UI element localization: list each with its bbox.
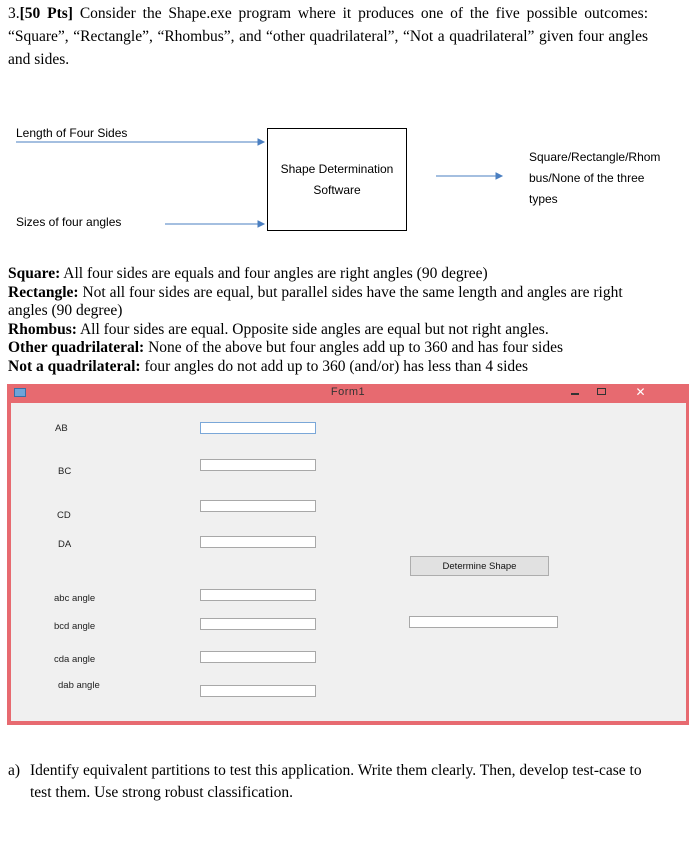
output-line1: Square/Rectangle/Rhom	[529, 150, 661, 164]
task-marker: a)	[8, 762, 21, 779]
definition-square: Square: All four sides are equals and four angles are right angles (90 degree)	[8, 265, 488, 282]
software-box-line2: Software	[313, 182, 361, 197]
task-question	[8, 760, 648, 804]
close-icon[interactable]: ✕	[617, 384, 664, 401]
input-cda-angle[interactable]	[200, 651, 316, 663]
label-bcd-angle: bcd angle	[54, 621, 96, 632]
input-bcd-angle[interactable]	[200, 618, 316, 630]
determine-shape-button[interactable]: Determine Shape	[410, 556, 549, 576]
label-cd: CD	[57, 510, 71, 521]
result-output[interactable]	[409, 616, 558, 628]
definition-other-quadrilateral: Other quadrilateral: None of the above but four angles add up to 360 and has four sides	[8, 339, 564, 356]
form-title: Form1	[330, 386, 366, 398]
form-window	[7, 384, 689, 725]
output-label	[529, 147, 660, 210]
software-box	[267, 128, 407, 231]
maximize-icon[interactable]	[597, 388, 606, 395]
input-ab[interactable]	[200, 422, 316, 434]
form-client-area	[11, 403, 686, 721]
minimize-icon[interactable]	[569, 387, 581, 399]
question-points: [50 Pts]	[19, 5, 73, 22]
definitions	[8, 265, 648, 376]
definition-rectangle: Rectangle: Not all four sides are equal, but parallel sides have the same length and angles are right angles (90 degree)	[8, 283, 623, 319]
question-number: 3.	[8, 5, 20, 22]
question-body: Consider the Shape.exe program where it produces one of the five possible outcomes: “Square”, “Rectangle”, “Rhombus”, and “other quadrilateral”, “Not a quadrilateral” given four angles and sides.	[8, 5, 648, 68]
label-cda-angle: cda angle	[54, 654, 96, 665]
software-box-line1: Shape Determination	[280, 161, 394, 176]
input-sides-label: Length of Four Sides	[16, 126, 128, 140]
label-abc-angle: abc angle	[54, 593, 96, 604]
arrow-angles	[165, 221, 264, 227]
arrow-sides	[16, 139, 264, 145]
label-da: DA	[58, 539, 72, 550]
definition-not-quadrilateral: Not a quadrilateral: four angles do not add up to 360 (and/or) has less than 4 sides	[8, 357, 529, 375]
label-bc: BC	[58, 466, 72, 477]
input-cd[interactable]	[200, 500, 316, 512]
arrow-output	[436, 173, 502, 179]
label-ab: AB	[55, 423, 68, 434]
output-line3: types	[529, 192, 558, 206]
output-line2: bus/None of the three	[529, 171, 645, 185]
input-da[interactable]	[200, 536, 316, 548]
input-bc[interactable]	[200, 459, 316, 471]
definition-rhombus: Rhombus: All four sides are equal. Opposite side angles are equal but not right angles.	[8, 320, 549, 338]
form-titlebar[interactable]	[7, 384, 689, 402]
input-abc-angle[interactable]	[200, 589, 316, 601]
input-dab-angle[interactable]	[200, 685, 316, 697]
task-text: Identify equivalent partitions to test this application. Write them clearly. Then, develop test-case to test them. Use strong robust classification.	[30, 762, 642, 801]
input-angles-label: Sizes of four angles	[16, 215, 122, 229]
label-dab-angle: dab angle	[58, 680, 100, 691]
